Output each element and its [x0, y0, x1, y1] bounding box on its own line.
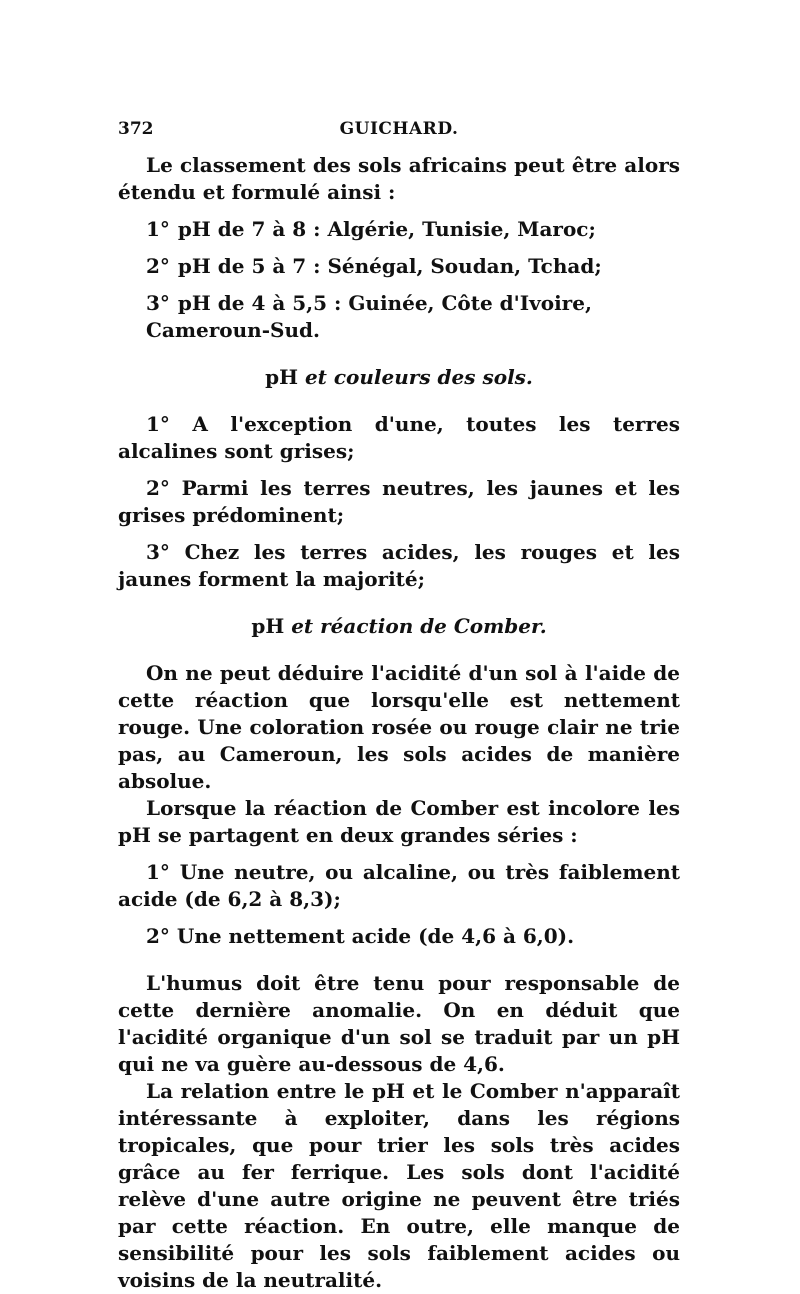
color-number: 2° — [146, 476, 170, 500]
class-item-2 — [118, 253, 680, 280]
series-number: 1° — [146, 860, 170, 884]
class-number: 2° — [146, 254, 170, 278]
color-item-3 — [118, 539, 680, 593]
page-header — [118, 119, 680, 143]
color-number: 3° — [146, 540, 170, 564]
color-text: Chez les terres acides, les rouges et les jaunes forment la majorité; — [118, 540, 680, 591]
page-body — [118, 152, 680, 1294]
comber-paragraph-2: Lorsque la réaction de Comber est incolore les pH se partagent en deux grandes séries : — [118, 796, 680, 847]
section-title-colors — [118, 364, 680, 391]
series-text: Une neutre, ou alcaline, ou très faiblement acide (de 6,2 à 8,3); — [118, 860, 680, 911]
section-title-ph: pH — [265, 365, 298, 389]
class-text: pH de 4 à 5,5 : Guinée, Côte d'Ivoire, Cameroun-Sud. — [146, 291, 592, 342]
color-number: 1° — [146, 412, 170, 436]
section-title-comber — [118, 613, 680, 640]
intro-paragraph: Le classement des sols africains peut être alors étendu et formulé ainsi : — [118, 153, 680, 204]
color-text: A l'exception d'une, toutes les terres alcalines sont grises; — [118, 412, 680, 463]
section-title-rest: et réaction de Comber. — [291, 614, 547, 638]
class-item-3 — [118, 290, 680, 344]
humus-paragraph: L'humus doit être tenu pour responsable de cette dernière anomalie. On en déduit que l'acidité organique d'un sol se traduit par un pH qui ne va guère au-dessous de 4,6. — [118, 971, 680, 1076]
color-item-1 — [118, 411, 680, 465]
class-item-1 — [118, 216, 680, 243]
page-number: 372 — [118, 119, 154, 139]
class-text: pH de 5 à 7 : Sénégal, Soudan, Tchad; — [177, 254, 602, 278]
color-text: Parmi les terres neutres, les jaunes et les grises prédominent; — [118, 476, 680, 527]
class-number: 1° — [146, 217, 170, 241]
series-item-2 — [118, 923, 680, 950]
series-number: 2° — [146, 924, 170, 948]
color-item-2 — [118, 475, 680, 529]
running-head: GUICHARD. — [339, 119, 459, 139]
series-item-1 — [118, 859, 680, 913]
relation-paragraph: La relation entre le pH et le Comber n'apparaît intéressante à exploiter, dans les régions tropicales, que pour trier les sols très acides grâce au fer ferrique. Les sols dont l'acidité relève d'une autre origine ne peuvent être triés par cette réaction. En outre, elle manque de sensibilité pour les sols faiblement acides ou voisins de la neutralité. — [118, 1079, 680, 1292]
section-title-ph: pH — [251, 614, 285, 638]
section-title-rest: et couleurs des sols. — [304, 365, 533, 389]
comber-paragraph-1: On ne peut déduire l'acidité d'un sol à l'aide de cette réaction que lorsqu'elle est nettement rouge. Une coloration rosée ou rouge clair ne trie pas, au Cameroun, les sols acides de manière absolue. — [118, 661, 680, 793]
class-number: 3° — [146, 291, 170, 315]
series-text: Une nettement acide (de 4,6 à 6,0). — [176, 924, 575, 948]
class-text: pH de 7 à 8 : Algérie, Tunisie, Maroc; — [177, 217, 596, 241]
